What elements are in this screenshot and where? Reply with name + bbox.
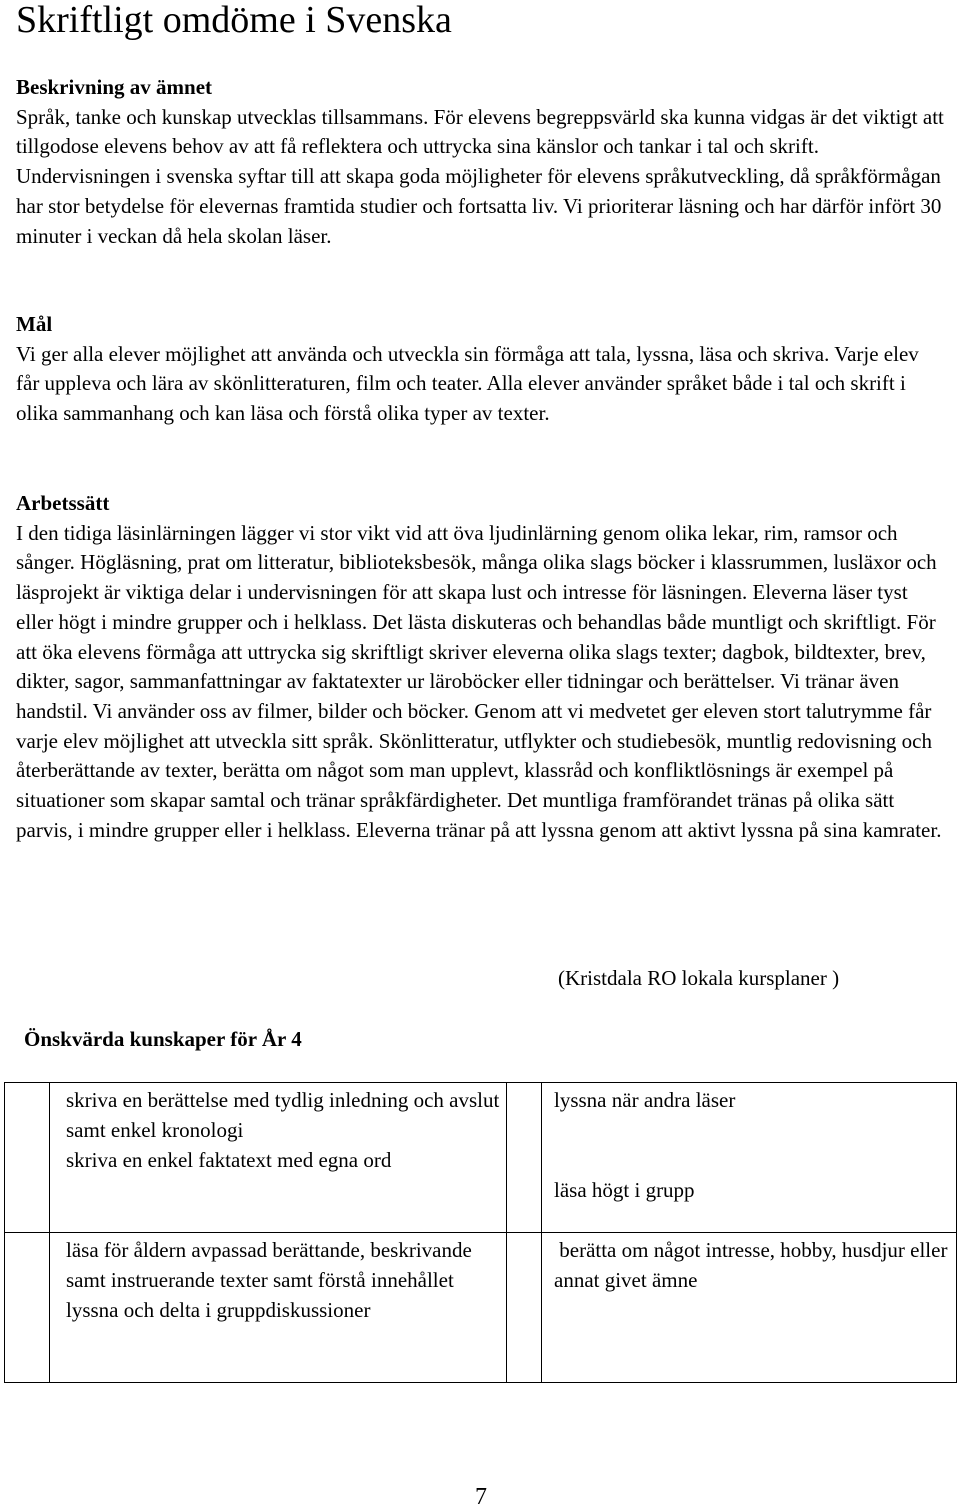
- section-heading: Beskrivning av ämnet: [16, 75, 213, 99]
- table-row: [5, 1233, 957, 1383]
- section-text: I den tidiga läsinlärningen lägger vi stor vikt vid att öva ljudinlärning genom olika lekar, rim, ramsor och sånger. Högläsning, prat om litteratur, biblioteksbesök, många olika slags böcker i klassrummen, lusläxor och läsprojekt är viktiga delar i undervisningen för att skapa lust och intresse för läsningen. Eleverna läser tyst eller högt i mindre grupper och i helklass. Det lästa diskuteras och behandlas både muntligt och skriftligt. För att öka elevens förmåga att uttrycka sig skriftligt skriver eleverna olika slags texter; dagbok, bildtexter, brev, dikter, sagor, sammanfattningar av faktatexter ur läroböcker eller tidningar och berättelser. Vi tränar även handstil. Vi använder oss av filmer, bilder och böcker. Genom att vi medvetet ger eleven stort talutrymme får varje elev möjlighet att utveckla sitt språk. Skönlitteratur, utflykter och studiebesök, muntlig redovisning och återberättande av texter, berätta om något som man upplevt, klassråd och konfliktlösnings är exempel på situationer som skapar samtal och tränar språkfärdigheter. Det muntliga framförandet tränas på olika sätt parvis, i mindre grupper eller i helklass. Eleverna tränar på att lyssna genom att aktivt lyssna på sina kamrater.: [16, 520, 942, 842]
- section-heading: Arbetssätt: [16, 491, 110, 515]
- section-heading: Mål: [16, 312, 53, 336]
- checkbox-cell[interactable]: [5, 1233, 50, 1383]
- page-number: 7: [475, 1484, 487, 1510]
- goal-item: skriva en berättelse med tydlig inledning och avslut samt enkel kronologi: [66, 1088, 500, 1142]
- section-text: Språk, tanke och kunskap utvecklas tillsammans. För elevens begreppsvärld ska kunna vidgas är det viktigt att tillgodose elevens behov av att få reflektera och uttrycka sina känslor och tankar i tal och skrift. Undervisningen i svenska syftar till att skapa goda möjligheter för elevens språkutveckling, då språkförmågan har stor betydelse för elevernas framtida studier och fortsatta liv. Vi prioriterar läsning och har därför infört 30 minuter i veckan då hela skolan läser.: [16, 104, 944, 248]
- goal-item: lyssna och delta i gruppdiskussioner: [66, 1298, 371, 1322]
- goals-heading: Önskvärda kunskaper för År 4: [24, 1027, 302, 1051]
- source-note: (Kristdala RO lokala kursplaner ): [558, 966, 840, 990]
- table-row: [5, 1083, 957, 1233]
- checkbox-cell[interactable]: [507, 1083, 542, 1233]
- goal-cell: [50, 1083, 507, 1233]
- section-goals: [16, 310, 946, 429]
- checkbox-cell[interactable]: [507, 1233, 542, 1383]
- goal-item: lyssna när andra läser: [554, 1088, 736, 1112]
- goal-item: läsa för åldern avpassad berättande, beskrivande samt instruerande texter samt förstå innehållet: [66, 1238, 472, 1292]
- section-methods: [16, 489, 946, 845]
- goal-item: skriva en enkel faktatext med egna ord: [66, 1148, 392, 1172]
- goal-item: läsa högt i grupp: [554, 1178, 695, 1202]
- goal-cell: [542, 1233, 957, 1383]
- checkbox-cell[interactable]: [5, 1083, 50, 1233]
- goal-item: berätta om något intresse, hobby, husdjur eller annat givet ämne: [554, 1238, 953, 1292]
- goal-cell: [50, 1233, 507, 1383]
- goal-cell: [542, 1083, 957, 1233]
- goals-table: [4, 1082, 957, 1383]
- section-description: [16, 73, 946, 251]
- page-title: Skriftligt omdöme i Svenska: [16, 0, 452, 41]
- section-text: Vi ger alla elever möjlighet att använda och utveckla sin förmåga att tala, lyssna, läsa och skriva. Varje elev får uppleva och lära av skönlitteraturen, film och teater. Alla elever använder språket både i tal och skrift i olika sammanhang och kan läsa och förstå olika typer av texter.: [16, 341, 919, 426]
